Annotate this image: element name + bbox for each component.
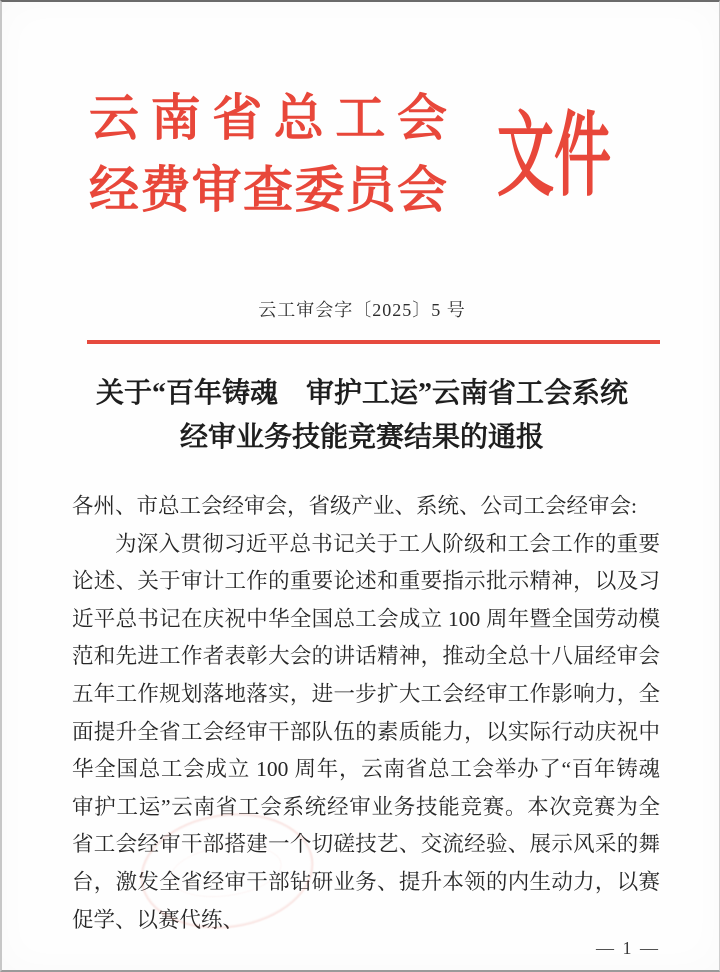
page-number: — 1 — (596, 938, 660, 958)
doc-title (62, 372, 662, 460)
doc-title-line2: 经审业务技能竞赛结果的通报 (179, 422, 544, 453)
letterhead (89, 82, 629, 222)
org-name-line1: 云南省总工会 (89, 90, 447, 146)
org-name-line2: 经费审查委员会 (89, 162, 447, 218)
body-paragraph: 为深入贯彻习近平总书记关于工人阶级和工会工作的重要论述、关于审计工作的重要论述和重要指示批示精神，以及习近平总书记在庆祝中华全国总工会成立 100 周年暨全国劳动模范和先进工作者表彰大会的讲话精神，推动全总十八届经审会五年工作规划落地落实，进一步扩大工会经审工作影响力，全面提升全省工会经审干部队伍的素质能力，以实际行动庆祝中华全国总工会成立 100 周年，云南省总工会举办了“百年铸魂 审护工运”云南省工会系统经审业务技能竞赛。本次竞赛为全省工会经审干部搭建一个切磋技艺、交流经验、展示风采的舞台，激发全省经审干部钻研业务、提升本领的内生动力，以赛促学、以赛代练、 (72, 531, 682, 932)
salutation: 各州、市总工会经审会，省级产业、系统、公司工会经审会: (72, 494, 637, 518)
org-name (89, 82, 447, 226)
doc-title-line1: 关于“百年铸魂 审护工运”云南省工会系统 (95, 378, 628, 409)
doc-number: 云工审会字〔2025〕5 号 (258, 300, 466, 320)
red-separator-rule (87, 340, 660, 344)
doc-type-label: 文件 (497, 105, 612, 207)
doc-body (72, 488, 682, 939)
